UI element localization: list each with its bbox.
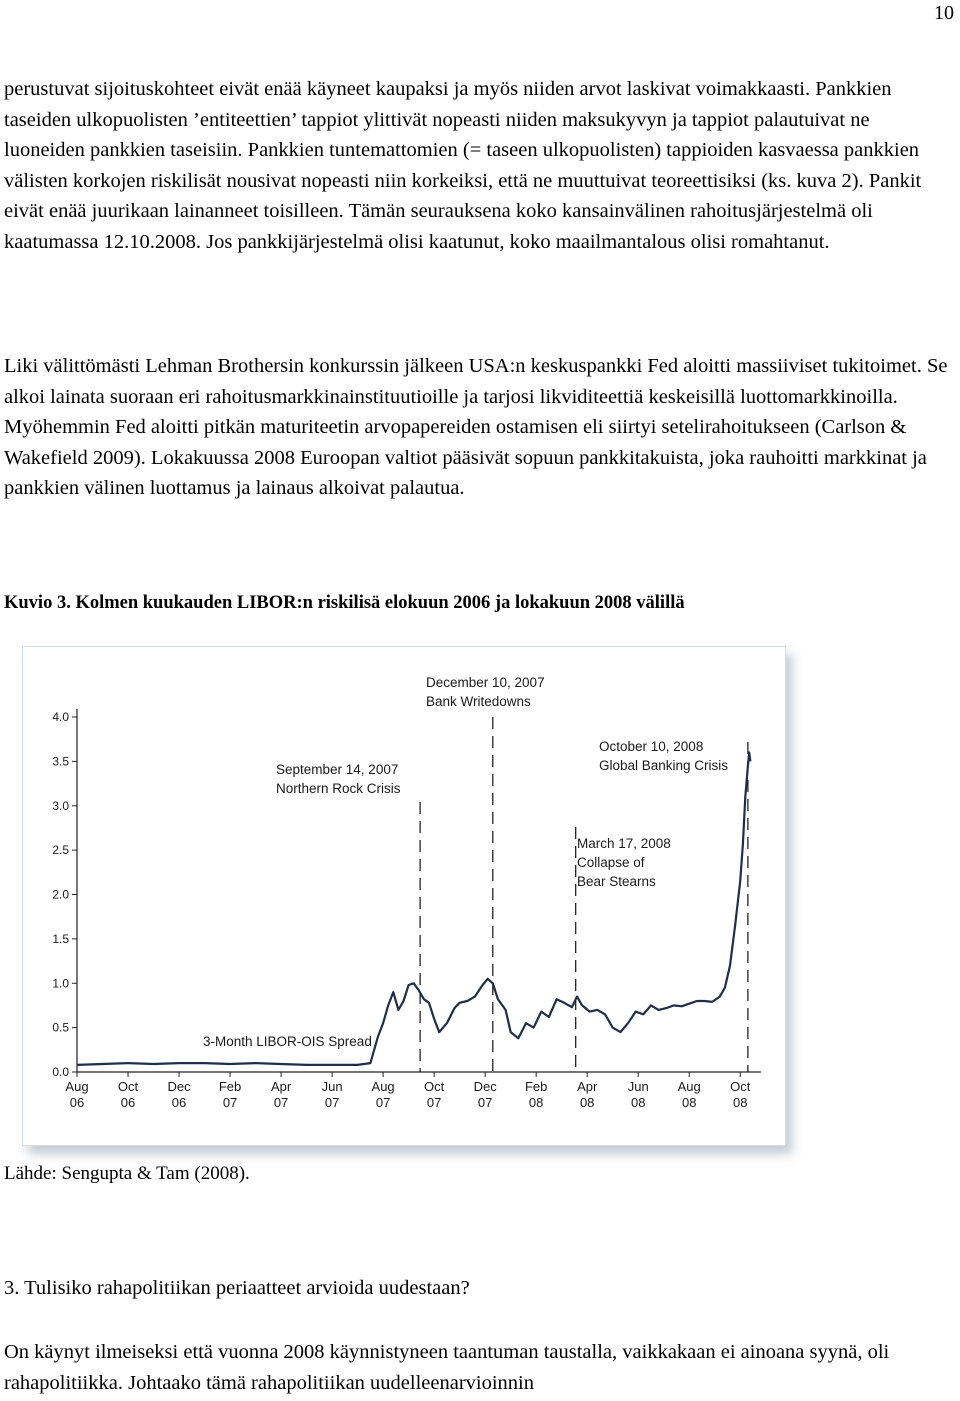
event-annotation: Northern Rock Crisis xyxy=(276,781,401,796)
event-annotation: December 10, 2007 xyxy=(426,675,545,690)
event-annotation: Global Banking Crisis xyxy=(599,758,729,773)
x-tick-label-year: 08 xyxy=(579,1095,595,1110)
x-tick-label-year: 06 xyxy=(120,1095,136,1110)
y-tick-label: 0.0 xyxy=(52,1065,69,1079)
x-tick-label-year: 07 xyxy=(222,1095,238,1110)
x-tick-label-year: 06 xyxy=(171,1095,187,1110)
event-annotation: October 10, 2008 xyxy=(599,739,704,754)
page-number: 10 xyxy=(934,2,954,24)
x-tick-label-month: Dec xyxy=(167,1079,191,1094)
x-tick-label-month: Apr xyxy=(577,1079,598,1094)
x-tick-label-month: Oct xyxy=(730,1079,751,1094)
libor-ois-series-line xyxy=(77,753,750,1065)
y-tick-label: 2.5 xyxy=(52,843,69,858)
y-tick-label: 1.0 xyxy=(52,976,69,991)
x-tick-label-month: Feb xyxy=(218,1079,242,1094)
y-tick-label: 3.0 xyxy=(52,798,69,813)
figure-caption xyxy=(4,593,685,614)
x-tick-label-month: Aug xyxy=(677,1079,701,1094)
x-tick-label-month: Apr xyxy=(270,1079,292,1094)
y-tick-label: 0.5 xyxy=(52,1020,69,1035)
x-tick-label-month: Jun xyxy=(627,1079,649,1094)
event-annotation: March 17, 2008 xyxy=(577,836,671,851)
event-annotation: September 14, 2007 xyxy=(276,762,399,777)
y-tick-label: 1.5 xyxy=(52,931,69,946)
paragraph-3: On käynyt ilmeiseksi että vuonna 2008 käynnistyneen taantuman taustalla, vaikkakaan ei ainoana syynä, oli rahapolitiikka. Johtaako tämä rahapolitiikan uudelleenarvioinnin xyxy=(4,1341,890,1394)
figure-source: Lähde: Sengupta & Tam (2008). xyxy=(4,1163,250,1184)
x-tick-label-month: Oct xyxy=(424,1079,445,1094)
x-tick-label-year: 08 xyxy=(528,1095,544,1110)
x-tick-label-year: 07 xyxy=(324,1095,340,1110)
figure-caption-text: Kolmen kuukauden LIBOR:n riskilisä elokuun 2006 ja lokakuun 2008 välillä xyxy=(75,593,685,613)
x-tick-label-month: Oct xyxy=(117,1079,139,1094)
x-tick-label-year: 08 xyxy=(630,1095,646,1110)
x-tick-label-month: Dec xyxy=(473,1079,497,1094)
y-tick-label: 3.5 xyxy=(52,754,69,769)
y-tick-label: 4.0 xyxy=(52,710,69,724)
event-annotation: Bear Stearns xyxy=(577,874,656,889)
event-annotation: Collapse of xyxy=(577,855,645,870)
libor-ois-chart xyxy=(23,647,785,1145)
section-heading: 3. Tulisiko rahapolitiikan periaatteet arvioida uudestaan? xyxy=(4,1277,470,1299)
paragraph-2: Liki välittömästi Lehman Brothersin konkurssin jälkeen USA:n keskuspankki Fed aloitti massiiviset tukitoimet. Se alkoi lainata suoraan eri rahoitusmarkkinainstituutioille ja tarjosi likviditeettiä keskeisillä luottomarkkinoilla. Myöhemmin Fed aloitti pitkän maturiteetin arvopapereiden ostamisen eli siirtyi setelirahoitukseen (Carlson & Wakefield 2009). Lokakuussa 2008 Euroopan valtiot pääsivät sopuun pankkitakuista, joka rauhoitti markkinat ja pankkien välinen luottamus ja lainaus alkoivat palautua. xyxy=(4,355,948,500)
x-tick-label-month: Feb xyxy=(524,1079,548,1094)
x-tick-label-year: 07 xyxy=(375,1095,391,1110)
x-tick-label-year: 06 xyxy=(69,1095,85,1110)
paragraph-1: perustuvat sijoituskohteet eivät enää käyneet kaupaksi ja myös niiden arvot laskivat voimakkaasti. Pankkien taseiden ulkopuolisten ’entiteettien’ tappiot ylittivät nopeasti niiden maksukyvyn ja tappiot palautuivat ne luoneiden pankkien taseisiin. Pankkien tuntemattomien (= taseen ulkopuolisten) tappioiden kasvaessa pankkien välisten korkojen riskilisät nousivat nopeasti niin korkeiksi, että ne muuttuivat teoreettisiksi (ks. kuva 2). Pankit eivät enää juurikaan lainanneet toisilleen. Tämän seurauksena koko kansainvälinen rahoitusjärjestelmä oli kaatumassa 12.10.2008. Jos pankkijärjestelmä olisi kaatunut, koko maailmantalous olisi romahtanut. xyxy=(4,78,922,253)
x-tick-label-year: 08 xyxy=(681,1095,697,1110)
x-tick-label-month: Aug xyxy=(65,1079,89,1094)
x-tick-label-month: Aug xyxy=(371,1079,395,1094)
event-annotation: Bank Writedowns xyxy=(426,694,531,709)
x-tick-label-month: Jun xyxy=(321,1079,343,1094)
x-tick-label-year: 07 xyxy=(426,1095,442,1110)
chart-frame xyxy=(22,646,786,1146)
x-tick-label-year: 08 xyxy=(733,1095,748,1110)
y-tick-label: 2.0 xyxy=(52,887,69,902)
x-tick-label-year: 07 xyxy=(477,1095,493,1110)
figure-caption-label: Kuvio 3. xyxy=(4,593,71,613)
series-label: 3-Month LIBOR-OIS Spread xyxy=(203,1034,372,1049)
x-tick-label-year: 07 xyxy=(273,1095,289,1110)
